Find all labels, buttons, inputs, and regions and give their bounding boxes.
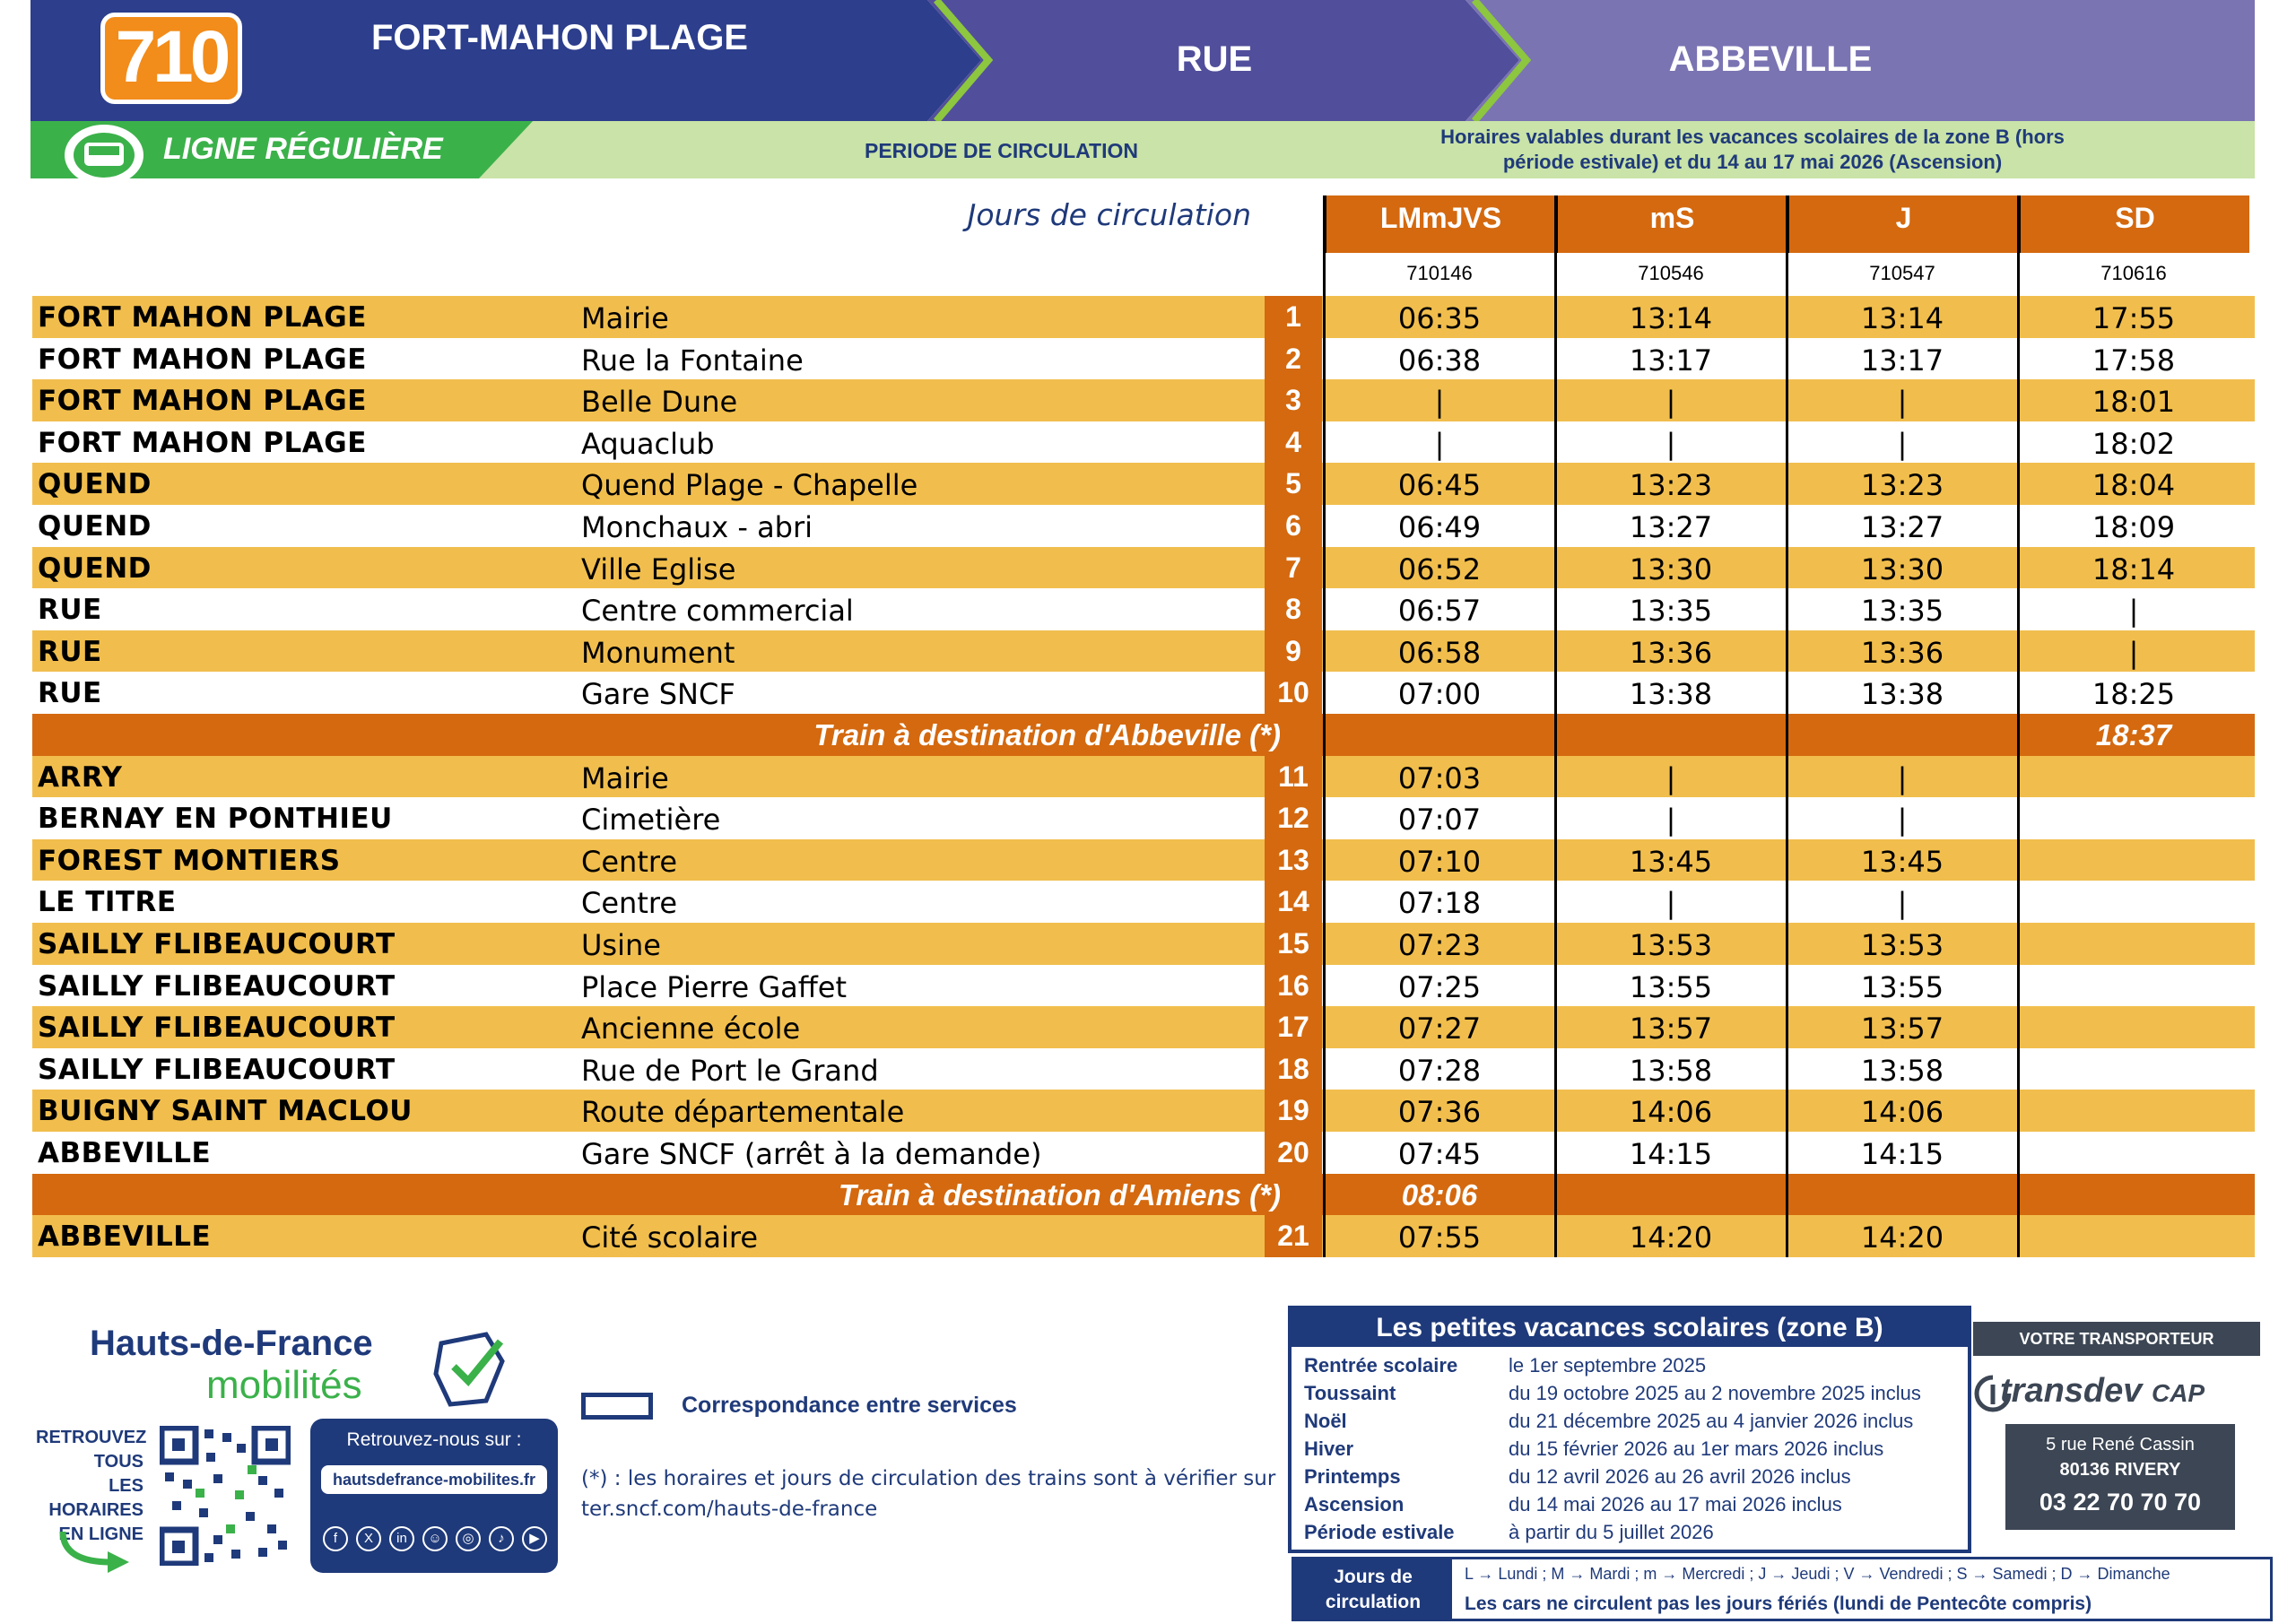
stop-number: 1 [1265, 296, 1322, 338]
address-city: 80136 RIVERY [2059, 1460, 2181, 1480]
holiday-name: Toussaint [1304, 1382, 1396, 1404]
stop-number: 6 [1265, 505, 1322, 547]
holiday-name: Noël [1304, 1410, 1347, 1432]
departure-time: 06:35 [1397, 301, 1482, 335]
days-of-operation-label: Jours de circulation [967, 197, 1251, 232]
holiday-name: Hiver [1304, 1437, 1354, 1460]
departure-time: 13:30 [1860, 551, 1944, 586]
stop-number: 17 [1265, 1006, 1322, 1048]
departure-time: 13:58 [1860, 1053, 1944, 1088]
holiday-dates: du 19 octobre 2025 au 2 novembre 2025 inclus [1509, 1382, 1921, 1404]
holiday-dates: du 14 mai 2026 au 17 mai 2026 inclus [1509, 1493, 1842, 1515]
departure-time: | [2128, 594, 2139, 629]
stop-row [32, 630, 2255, 673]
departure-time: 13:35 [1629, 594, 1713, 629]
transporteur-panel [1973, 1322, 2260, 1537]
departure-time: 13:38 [1860, 677, 1944, 712]
departure-time: 13:58 [1629, 1053, 1713, 1088]
stop-name: Monchaux - abri [581, 510, 813, 544]
departure-time: 13:14 [1629, 301, 1713, 335]
town-name: BERNAY EN PONTHIEU [38, 803, 393, 836]
column-divider [1554, 195, 1557, 1257]
day-column-header: LMmJVS [1324, 195, 1555, 253]
transdev-logo [2000, 1372, 2260, 1411]
stop-row [32, 1215, 2255, 1257]
online-text-line-3: LES HORAIRES [48, 1476, 144, 1520]
transporteur-label: VOTRE TRANSPORTEUR [1973, 1322, 2260, 1356]
town-name: RUE [38, 594, 102, 627]
departure-time: 13:45 [1860, 844, 1944, 879]
days-legend-label: Jours de circulation [1294, 1559, 1452, 1619]
social-media-panel [310, 1419, 558, 1573]
departure-time: 07:36 [1397, 1095, 1482, 1130]
stop-name: Rue de Port le Grand [581, 1053, 879, 1088]
stop-name: Cimetière [581, 803, 721, 838]
map-check-icon [423, 1325, 513, 1411]
transdev-cap: CAP [2151, 1379, 2205, 1407]
stop-name: Place Pierre Gaffet [581, 969, 848, 1004]
instagram-icon[interactable]: ◎ [456, 1526, 481, 1551]
holiday-name: Ascension [1304, 1493, 1405, 1515]
stop-number: 2 [1265, 338, 1322, 380]
school-holidays-panel [1288, 1306, 1971, 1553]
train-label: Train à destination d'Abbeville (*) [813, 718, 1281, 751]
departure-time: 13:55 [1860, 969, 1944, 1004]
linkedin-icon[interactable]: in [389, 1526, 414, 1551]
stop-row [32, 839, 2255, 881]
day-column-header: SD [2018, 195, 2249, 253]
correspondance-legend-box [581, 1393, 653, 1420]
departure-time: | [1434, 385, 1445, 420]
stop-row [32, 965, 2255, 1007]
departure-time: 07:45 [1397, 1137, 1482, 1171]
town-name: SAILLY FLIBEAUCOURT [38, 969, 396, 1003]
town-name: FORT MAHON PLAGE [38, 385, 367, 418]
hauts-de-france-mobilites-logo [90, 1316, 502, 1415]
stop-number: 8 [1265, 588, 1322, 630]
departure-time: 13:27 [1629, 510, 1713, 544]
social-title: Retrouvez-nous sur : [346, 1429, 522, 1450]
departure-time: 06:57 [1397, 594, 1482, 629]
stop-name: Centre commercial [581, 594, 854, 629]
departure-time: 13:35 [1860, 594, 1944, 629]
departure-time: 14:06 [1629, 1095, 1713, 1130]
departure-time: 13:17 [1629, 343, 1713, 378]
departure-time: 14:15 [1860, 1137, 1944, 1171]
stop-number: 12 [1265, 797, 1322, 839]
town-name: ARRY [38, 760, 123, 794]
stop-name: Usine [581, 928, 661, 962]
facebook-icon[interactable]: f [323, 1526, 348, 1551]
stop-row [32, 379, 2255, 421]
stop-name: Mairie [581, 301, 669, 335]
town-name: RUE [38, 677, 102, 710]
departure-time: 14:06 [1860, 1095, 1944, 1130]
stop-row [32, 338, 2255, 380]
departure-time: | [2128, 635, 2139, 670]
stop-name: Ville Eglise [581, 551, 736, 586]
arrow-icon [57, 1528, 138, 1573]
departure-time: | [1897, 886, 1908, 921]
day-column-header: mS [1555, 195, 1787, 253]
departure-time: 13:30 [1629, 551, 1713, 586]
youtube-icon[interactable]: ▶ [522, 1526, 547, 1551]
town-name: SAILLY FLIBEAUCOURT [38, 1012, 396, 1045]
town-name: QUEND [38, 510, 152, 543]
departure-time: | [1434, 426, 1445, 461]
train-time: 18:37 [2095, 718, 2172, 751]
correspondance-legend-text: Correspondance entre services [682, 1393, 1017, 1418]
stop-row [32, 1006, 2255, 1048]
service-number: 710546 [1638, 262, 1704, 284]
transdev-name: transdev [2000, 1372, 2143, 1410]
stop-name: Monument [581, 635, 735, 670]
stop-row [32, 463, 2255, 505]
transporteur-address [2005, 1424, 2235, 1530]
line-info-bar [30, 121, 2255, 178]
holiday-name: Rentrée scolaire [1304, 1354, 1458, 1376]
address-street: 5 rue René Cassin [2046, 1435, 2195, 1455]
stop-number: 13 [1265, 839, 1322, 881]
departure-time: | [1665, 385, 1676, 420]
departure-time: 18:09 [2092, 510, 2176, 544]
website-link[interactable]: hautsdefrance-mobilites.fr [321, 1465, 547, 1494]
holiday-name: Printemps [1304, 1465, 1401, 1488]
departure-time: 18:14 [2092, 551, 2176, 586]
town-name: FOREST MONTIERS [38, 844, 341, 877]
town-name: FORT MAHON PLAGE [38, 343, 367, 376]
town-name: RUE [38, 635, 102, 668]
holiday-dates: à partir du 5 juillet 2026 [1509, 1521, 1714, 1543]
stop-name: Quend Plage - Chapelle [581, 468, 918, 503]
departure-time: 14:20 [1860, 1220, 1944, 1255]
train-time: 08:06 [1401, 1177, 1478, 1211]
stop-name: Ancienne école [581, 1012, 801, 1046]
stop-number: 21 [1265, 1215, 1322, 1257]
stop-row [32, 672, 2255, 714]
stop-name: Route départementale [581, 1095, 905, 1130]
departure-time: 07:18 [1397, 886, 1482, 921]
stop-number: 14 [1265, 881, 1322, 923]
stop-name: Gare SNCF (arrêt à la demande) [581, 1137, 1042, 1171]
departure-time: | [1897, 426, 1908, 461]
departure-time: 07:25 [1397, 969, 1482, 1004]
holiday-name: Période estivale [1304, 1521, 1455, 1543]
stop-name: Rue la Fontaine [581, 343, 804, 378]
stop-number: 11 [1265, 756, 1322, 798]
online-text-line-1: RETROUVEZ [36, 1428, 147, 1447]
town-name: SAILLY FLIBEAUCOURT [38, 1053, 396, 1086]
stop-row [32, 756, 2255, 798]
validity-text: Horaires valables durant les vacances scolaires de la zone B (hors période estivale) et du 14 au 17 mai 2026 (Ascension) [1440, 126, 2065, 173]
departure-time: 18:04 [2092, 468, 2176, 503]
stop-name: Cité scolaire [581, 1220, 759, 1255]
stop-row [32, 923, 2255, 965]
stop-number: 16 [1265, 965, 1322, 1007]
stop-row [32, 797, 2255, 839]
stop-name: Mairie [581, 760, 669, 795]
stop-number: 15 [1265, 923, 1322, 965]
town-name: BUIGNY SAINT MACLOU [38, 1095, 413, 1128]
stop-number: 9 [1265, 630, 1322, 673]
departure-time: 13:38 [1629, 677, 1713, 712]
stop-number: 5 [1265, 463, 1322, 505]
departure-time: 06:58 [1397, 635, 1482, 670]
departure-time: | [1897, 385, 1908, 420]
online-text-line-4: EN LIGNE [58, 1524, 144, 1544]
stop-row [32, 1132, 2255, 1174]
departure-time: 13:36 [1860, 635, 1944, 670]
departure-time: 06:45 [1397, 468, 1482, 503]
departure-time: 13:27 [1860, 510, 1944, 544]
town-name: SAILLY FLIBEAUCOURT [38, 928, 396, 960]
departure-time: 13:17 [1860, 343, 1944, 378]
brand-line-1: Hauts-de-France [90, 1324, 373, 1363]
line-number-badge: 710 [100, 13, 242, 104]
town-name: ABBEVILLE [38, 1137, 212, 1169]
tiktok-icon[interactable]: ♪ [489, 1526, 514, 1551]
departure-time: 14:15 [1629, 1137, 1713, 1171]
train-label: Train à destination d'Amiens (*) [838, 1177, 1281, 1211]
stop-name: Belle Dune [581, 385, 738, 420]
phone-number[interactable]: 03 22 70 70 70 [2039, 1489, 2202, 1515]
departure-time: | [1665, 426, 1676, 461]
departure-time: 07:07 [1397, 803, 1482, 838]
departure-time: 18:25 [2092, 677, 2176, 712]
departure-time: 13:45 [1629, 844, 1713, 879]
departure-time: 07:10 [1397, 844, 1482, 879]
stop-number: 3 [1265, 379, 1322, 421]
holiday-dates: du 12 avril 2026 au 26 avril 2026 inclus [1509, 1465, 1851, 1488]
departure-time: | [1665, 803, 1676, 838]
school-holidays-title: Les petites vacances scolaires (zone B) [1292, 1309, 1968, 1347]
header-stop-destination: ABBEVILLE [1668, 39, 1873, 79]
service-number: 710146 [1406, 262, 1473, 284]
departure-time: 14:20 [1629, 1220, 1713, 1255]
days-legend-panel [1292, 1557, 2273, 1621]
stop-number: 7 [1265, 547, 1322, 589]
departure-time: 13:53 [1629, 928, 1713, 962]
header-stop-middle: RUE [1176, 39, 1253, 79]
departure-time: | [1897, 760, 1908, 795]
departure-time: 13:53 [1860, 928, 1944, 962]
departure-time: 07:27 [1397, 1012, 1482, 1046]
departure-time: 06:52 [1397, 551, 1482, 586]
departure-time: 07:23 [1397, 928, 1482, 962]
holiday-notice: Les cars ne circulent pas les jours fériés (lundi de Pentecôte compris) [1465, 1594, 2092, 1614]
departure-time: 13:23 [1629, 468, 1713, 503]
stop-row [32, 505, 2255, 547]
stop-number: 10 [1265, 672, 1322, 714]
departure-time: | [1665, 760, 1676, 795]
departure-time: | [1897, 803, 1908, 838]
stop-row [32, 547, 2255, 589]
departure-time: 13:36 [1629, 635, 1713, 670]
stop-number: 19 [1265, 1090, 1322, 1132]
train-connection-row [32, 1174, 2255, 1216]
town-name: QUEND [38, 468, 152, 501]
x-icon[interactable]: X [356, 1526, 381, 1551]
departure-time: 13:14 [1860, 301, 1944, 335]
brand-line-2: mobilités [206, 1363, 362, 1407]
stop-row [32, 421, 2255, 464]
holiday-dates: le 1er septembre 2025 [1509, 1354, 1707, 1376]
line-type-label: LIGNE RÉGULIÈRE [163, 132, 443, 166]
stop-number: 18 [1265, 1048, 1322, 1090]
service-number: 710547 [1869, 262, 1935, 284]
column-divider [1786, 195, 1788, 1257]
departure-time: 13:57 [1860, 1012, 1944, 1046]
snapchat-icon[interactable]: ☺ [422, 1526, 448, 1551]
route-header-banner [30, 0, 2255, 121]
periode-label: PERIODE DE CIRCULATION [865, 139, 1138, 162]
departure-time: 18:02 [2092, 426, 2176, 461]
departure-time: 17:55 [2092, 301, 2176, 335]
stop-row [32, 1090, 2255, 1132]
departure-time: | [1665, 886, 1676, 921]
bus-line-icon [61, 121, 147, 189]
stop-name: Gare SNCF [581, 677, 735, 712]
online-text-line-2: TOUS [93, 1452, 144, 1472]
social-icons [323, 1526, 547, 1551]
departure-time: 07:00 [1397, 677, 1482, 712]
day-column-header: J [1787, 195, 2018, 253]
column-divider [1323, 195, 1326, 1257]
town-name: ABBEVILLE [38, 1220, 212, 1254]
departure-time: 07:03 [1397, 760, 1482, 795]
service-number: 710616 [2100, 262, 2167, 284]
town-name: QUEND [38, 551, 152, 585]
days-legend-text: L → Lundi ; M → Mardi ; m → Mercredi ; J → Jeudi ; V → Vendredi ; S → Samedi ; D → Dimanche [1465, 1565, 2170, 1583]
column-divider [2017, 195, 2020, 1257]
departure-time: 06:38 [1397, 343, 1482, 378]
departure-time: 07:28 [1397, 1053, 1482, 1088]
town-name: FORT MAHON PLAGE [38, 301, 367, 334]
holiday-dates: du 21 décembre 2025 au 4 janvier 2026 inclus [1509, 1410, 1914, 1432]
stop-row [32, 588, 2255, 630]
train-note: (*) : les horaires et jours de circulation des trains sont à vérifier sur ter.sncf.com/hauts-de-france [581, 1467, 1276, 1521]
stop-number: 20 [1265, 1132, 1322, 1174]
qr-code[interactable] [160, 1426, 291, 1566]
departure-time: 17:58 [2092, 343, 2176, 378]
stop-row [32, 296, 2255, 338]
departure-time: 13:23 [1860, 468, 1944, 503]
stop-name: Centre [581, 886, 677, 921]
departure-time: 13:55 [1629, 969, 1713, 1004]
departure-time: 18:01 [2092, 385, 2176, 420]
stop-name: Centre [581, 844, 677, 879]
departure-time: 06:49 [1397, 510, 1482, 544]
town-name: FORT MAHON PLAGE [38, 426, 367, 459]
stop-number: 4 [1265, 421, 1322, 464]
holiday-dates: du 15 février 2026 au 1er mars 2026 inclus [1509, 1437, 1884, 1460]
header-stop-origin: FORT-MAHON PLAGE [371, 18, 748, 57]
train-connection-row [32, 714, 2255, 756]
departure-time: 07:55 [1397, 1220, 1482, 1255]
stop-name: Aquaclub [581, 426, 715, 461]
stop-row [32, 1048, 2255, 1090]
departure-time: 13:57 [1629, 1012, 1713, 1046]
stop-row [32, 881, 2255, 923]
town-name: LE TITRE [38, 886, 177, 919]
